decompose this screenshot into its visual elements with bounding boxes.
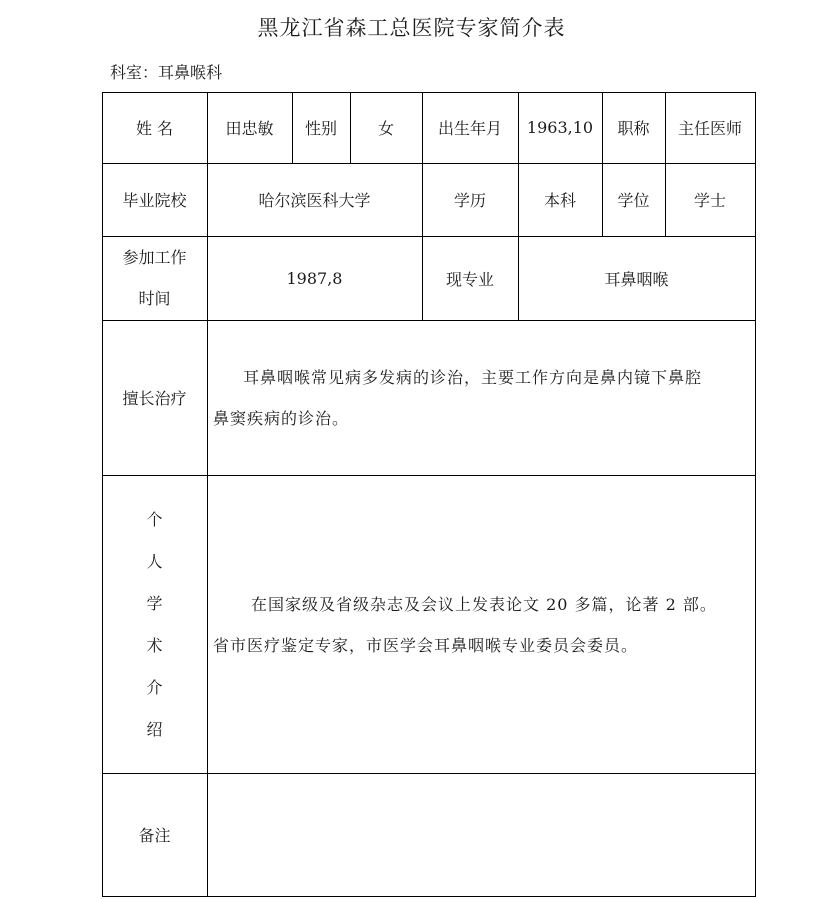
- specialty-label: 现专业: [445, 269, 494, 289]
- name-value: 田忠敏: [225, 119, 274, 138]
- academic-label-char: 术: [146, 636, 163, 655]
- work-start-value: 1987,8: [286, 268, 343, 288]
- academic-label: [102, 499, 207, 751]
- academic-line1: 在国家级及省级杂志及会议上发表论文 20 多篇，论著 2 部。: [251, 595, 717, 614]
- name-label: 姓 名: [135, 119, 174, 138]
- expertise-line2: 鼻窦疾病的诊治。: [213, 409, 350, 428]
- work-start-label-line1: 参加工作: [122, 248, 187, 267]
- academic-label-char: 个: [146, 510, 163, 529]
- academic-label-char: 介: [146, 678, 163, 697]
- education-value: 本科: [543, 191, 576, 210]
- expertise-label: 擅长治疗: [122, 389, 187, 408]
- degree-value: 学士: [693, 191, 726, 210]
- department-label: 科室：耳鼻喉科: [110, 63, 223, 82]
- academic-line2: 省市医疗鉴定专家，市医学会耳鼻咽喉专业委员会委员。: [213, 636, 639, 655]
- gender-label: 性别: [304, 119, 337, 138]
- gender-value: 女: [377, 119, 394, 138]
- academic-label-char: 学: [146, 594, 163, 613]
- expertise-line1: 耳鼻咽喉常见病多发病的诊治，主要工作方向是鼻内镜下鼻腔: [243, 368, 703, 387]
- education-label: 学历: [453, 191, 486, 210]
- school-value: 哈尔滨医科大学: [258, 191, 371, 210]
- academic-label-char: 人: [146, 552, 163, 571]
- birth-label: 出生年月: [437, 119, 502, 138]
- work-start-label-line2: 时间: [138, 289, 171, 308]
- table-border-right: [755, 92, 756, 897]
- birth-value: 1963,10: [526, 118, 594, 137]
- table-border-bottom: [102, 896, 756, 897]
- work-start-label: [102, 236, 207, 320]
- degree-label: 学位: [617, 191, 650, 210]
- academic-text: [213, 584, 753, 666]
- school-label: 毕业院校: [122, 191, 187, 210]
- academic-label-char: 绍: [146, 720, 163, 739]
- document-title: 黑龙江省森工总医院专家简介表: [257, 16, 566, 40]
- specialty-value: 耳鼻咽喉: [604, 269, 669, 289]
- expertise-text: [213, 357, 753, 439]
- title-label: 职称: [617, 119, 650, 138]
- remarks-value: [207, 773, 755, 896]
- row-divider: [102, 475, 756, 476]
- remarks-label: 备注: [138, 826, 171, 845]
- title-value: 主任医师: [677, 119, 742, 138]
